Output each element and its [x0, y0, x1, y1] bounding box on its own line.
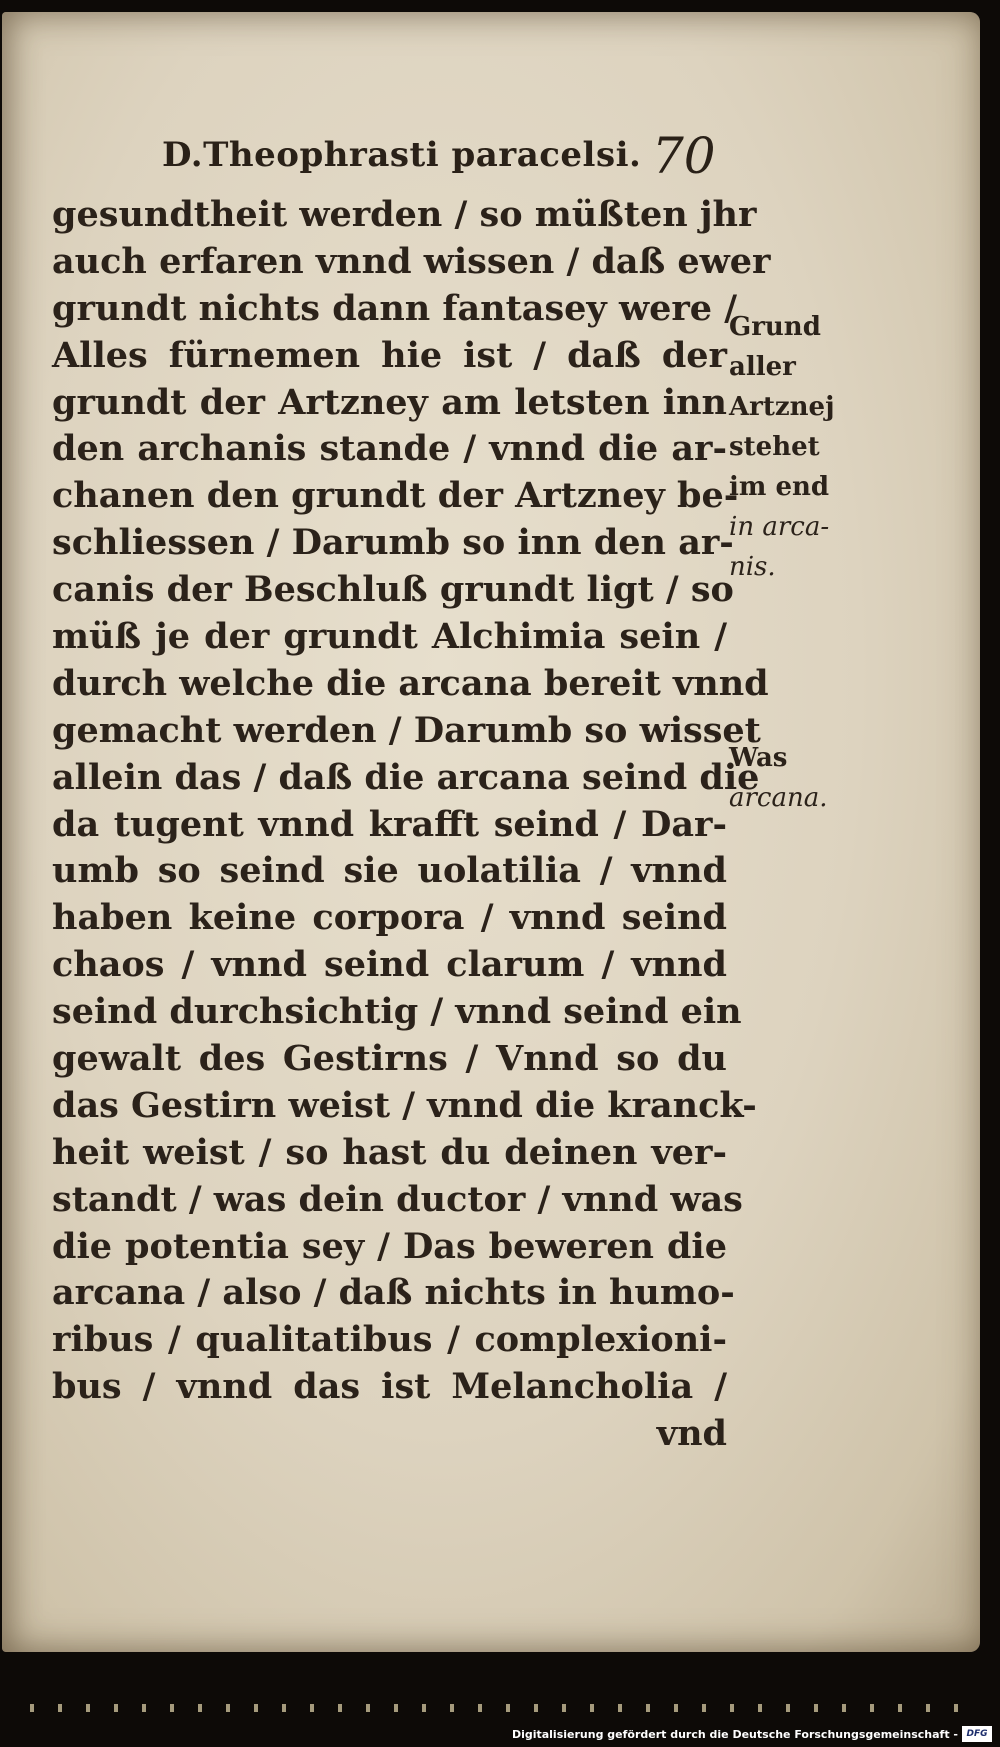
text-line: grundt nichts dann fantasey were /	[52, 287, 738, 329]
scan-edge-marks	[30, 1704, 970, 1712]
marginal-note-line: aller	[729, 352, 796, 382]
marginal-note-line: Was	[729, 743, 788, 773]
text-line: haben keine corpora / vnnd seind	[52, 897, 727, 939]
text-line: seind durchsichtig / vnnd seind ein	[52, 991, 742, 1033]
text-line: da tugent vnnd krafft seind / Dar-	[52, 803, 727, 845]
text-line: ribus / qualitatibus / complexioni-	[52, 1319, 727, 1361]
running-title: D.Theophrasti paracelsi.	[162, 135, 642, 175]
marginal-note-line: nis.	[729, 552, 776, 582]
text-line: chanen den grundt der Artzney be-	[52, 475, 739, 517]
text-line: chaos / vnnd seind clarum / vnnd	[52, 944, 727, 986]
text-line: gewalt des Gestirns / Vnnd so du	[52, 1038, 727, 1080]
marginal-note-line: arcana.	[729, 783, 828, 813]
text-line: umb so seind sie uolatilia / vnnd	[52, 850, 727, 892]
marginal-note	[729, 738, 859, 818]
footer-bar	[0, 1700, 1000, 1747]
text-line: bus / vnnd das ist Melancholia /	[52, 1366, 727, 1408]
dfg-logo: DFG	[962, 1726, 992, 1742]
text-line: müß je der grundt Alchimia sein /	[52, 616, 727, 658]
text-line: standt / was dein ductor / vnnd was	[52, 1178, 743, 1220]
text-line: heit weist / so hast du deinen ver-	[52, 1131, 727, 1173]
text-line: grundt der Artzney am letsten inn	[52, 381, 727, 423]
text-line: auch erfaren vnnd wissen / daß ewer	[52, 240, 771, 282]
book-page	[2, 12, 980, 1652]
page-number: 70	[652, 127, 716, 185]
text-line: arcana / also / daß nichts in humo-	[52, 1272, 735, 1314]
text-line: den archanis stande / vnnd die ar-	[52, 428, 727, 470]
marginal-note-line: Artznej	[729, 392, 835, 422]
text-line: canis der Beschluß grundt ligt / so	[52, 569, 734, 611]
text-line: die potentia sey / Das beweren die	[52, 1225, 727, 1267]
text-line: allein das / daß die arcana seind die	[52, 756, 760, 798]
marginal-note-line: Grund	[729, 312, 821, 342]
text-line: Alles fürnemen hie ist / daß der	[52, 334, 727, 376]
marginal-note	[729, 307, 859, 587]
marginal-note-line: im end	[729, 472, 830, 502]
marginal-note-line: in arca-	[729, 512, 830, 542]
text-line: gemacht werden / Darumb so wisset	[52, 709, 761, 751]
text-line: durch welche die arcana bereit vnnd	[52, 662, 769, 704]
running-head	[142, 127, 742, 187]
catchword: vnd	[656, 1413, 727, 1455]
text-line: das Gestirn weist / vnnd die kranck-	[52, 1084, 757, 1126]
funding-credit: Digitalisierung gefördert durch die Deutsche Forschungsgemeinschaft -	[511, 1728, 958, 1741]
marginal-note-line: stehet	[729, 432, 820, 462]
text-line: schliessen / Darumb so inn den ar-	[52, 522, 734, 564]
text-line: gesundtheit werden / so müßten jhr	[52, 194, 757, 235]
